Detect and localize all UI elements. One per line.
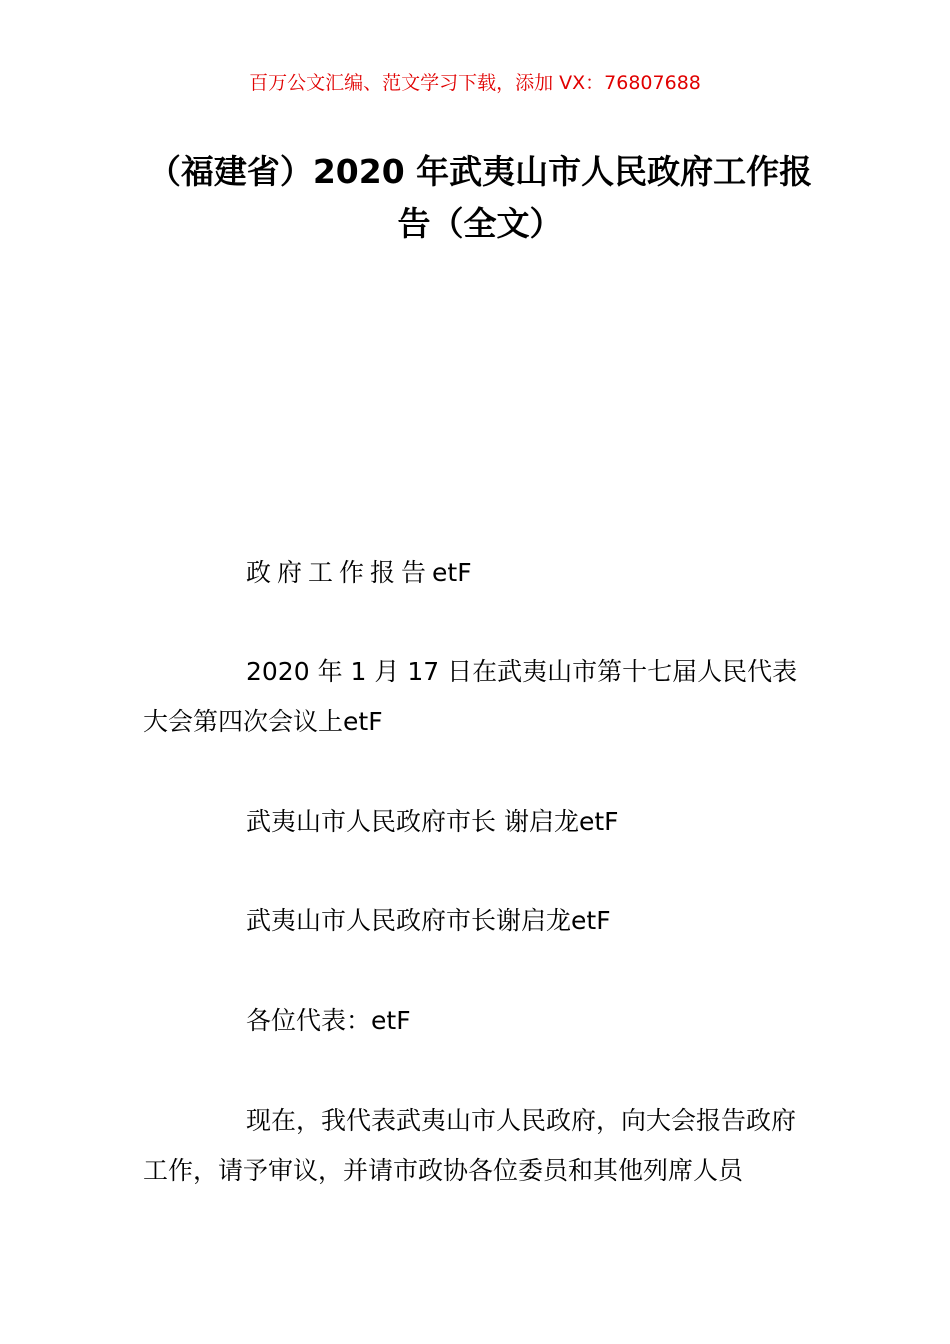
paragraph-body <box>143 1096 808 1196</box>
paragraph-suffix: etF <box>432 558 472 587</box>
header-watermark-text: 百万公文汇编、范文学习下载，添加 VX：76807688 <box>249 72 701 94</box>
paragraph-text: 2020 年 1 月 17 日在武夷山市第十七届人民代表大会第四次会议上 <box>143 657 798 736</box>
paragraph-heading <box>143 548 808 598</box>
paragraph-suffix: etF <box>343 707 383 736</box>
paragraph-text: 现在，我代表武夷山市人民政府，向大会报告政府工作，请予审议，并请市政协各位委员和其他列席人员 <box>143 1106 797 1185</box>
paragraph-suffix: etF <box>571 906 611 935</box>
paragraph-mayor-1 <box>143 797 808 847</box>
paragraph-text: 武夷山市人民政府市长 谢启龙 <box>246 807 579 836</box>
document-title: （福建省）2020 年武夷山市人民政府工作报告（全文） <box>147 152 813 243</box>
paragraph-text: 各位代表： <box>246 1006 372 1035</box>
paragraph-salutation <box>143 996 808 1046</box>
paragraph-text: 武夷山市人民政府市长谢启龙 <box>246 906 572 935</box>
paragraph-suffix: etF <box>371 1006 411 1035</box>
paragraph-date-meeting <box>143 647 808 747</box>
paragraph-mayor-2 <box>143 896 808 946</box>
paragraph-text: 政府工作报告 <box>246 558 433 587</box>
paragraph-suffix: etF <box>578 807 619 836</box>
